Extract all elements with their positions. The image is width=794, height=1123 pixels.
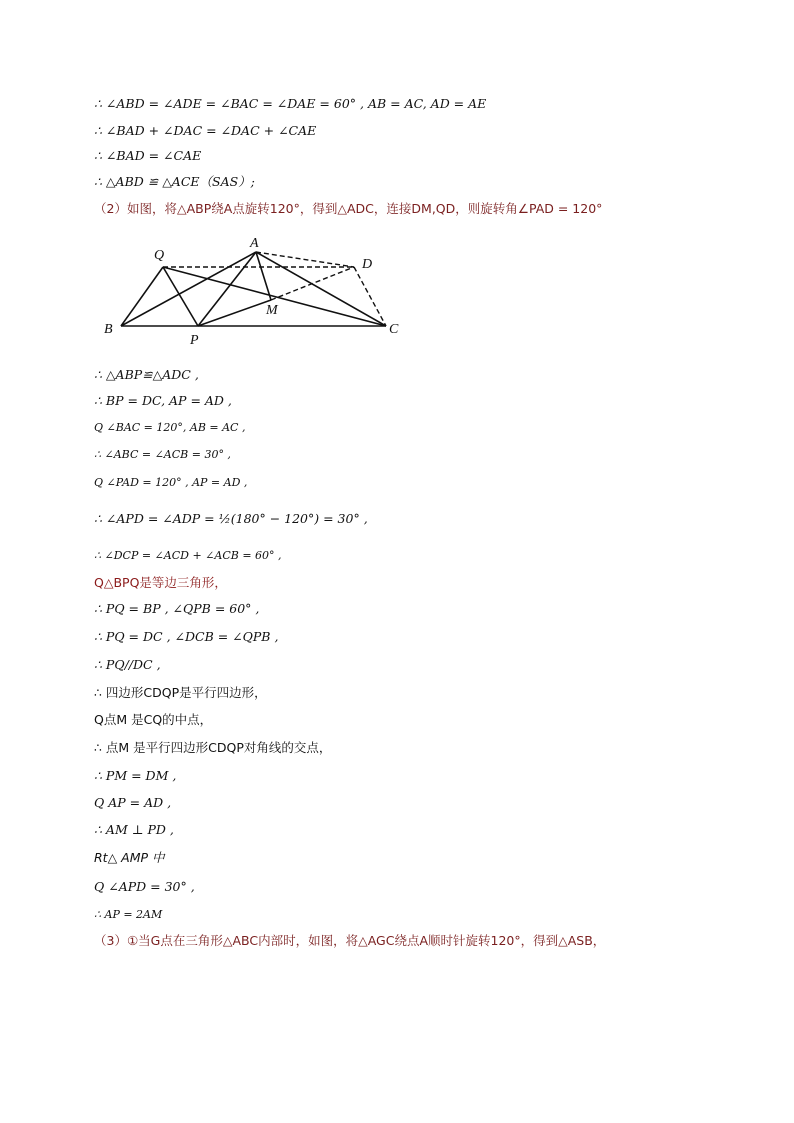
label-M: M bbox=[266, 303, 278, 318]
proof-line-10: ∴ ∠APD = ∠ADP = ½(180° − 120°) = 30° , bbox=[94, 511, 368, 526]
proof-line-8: ∴ ∠ABC = ∠ACB = 30° , bbox=[94, 448, 231, 461]
proof-line-3: ∴ ∠BAD = ∠CAE bbox=[94, 148, 202, 163]
label-B: B bbox=[104, 322, 113, 337]
proof-line-23: Q ∠APD = 30° , bbox=[94, 879, 195, 894]
segment-MD bbox=[271, 267, 354, 300]
proof-line-16: ∴ 四边形CDQP是平行四边形， bbox=[94, 685, 267, 700]
proof-line-7: Q ∠BAC = 120°, AB = AC , bbox=[94, 421, 246, 434]
proof-line-11: ∴ ∠DCP = ∠ACD + ∠ACB = 60° , bbox=[94, 549, 282, 562]
proof-line-21: ∴ AM ⊥ PD , bbox=[94, 822, 174, 837]
label-D: D bbox=[362, 257, 373, 272]
proof-line-19: ∴ PM = DM , bbox=[94, 768, 177, 783]
segment-BQ bbox=[121, 267, 163, 326]
part-2-statement: （2）如图，将△ABP绕A点旋转120°，得到△ADC，连接DM,QD，则旋转角∠PAD = 120° bbox=[94, 201, 603, 216]
label-C: C bbox=[389, 322, 399, 337]
proof-line-5: ∴ △ABP≌△ADC , bbox=[94, 367, 199, 382]
proof-line-24: ∴ AP = 2AM bbox=[94, 908, 163, 921]
proof-line-14: ∴ PQ = DC , ∠DCB = ∠QPB , bbox=[94, 629, 279, 644]
proof-line-18: ∴ 点M 是平行四边形CDQP对角线的交点， bbox=[94, 740, 332, 755]
proof-line-13: ∴ PQ = BP , ∠QPB = 60° , bbox=[94, 601, 260, 616]
segment-QP bbox=[163, 267, 198, 326]
proof-line-20: Q AP = AD , bbox=[94, 795, 172, 810]
proof-line-22: Rt△ AMP 中 bbox=[94, 850, 165, 865]
proof-line-9: Q ∠PAD = 120° , AP = AD , bbox=[94, 476, 248, 489]
part-3-statement: （3）①当G点在三角形△ABC内部时，如图，将△AGC绕点A顺时针旋转120°，得到△ASB， bbox=[94, 933, 606, 948]
proof-line-17: Q点M 是CQ的中点， bbox=[94, 712, 213, 727]
proof-line-6: ∴ BP = DC, AP = AD , bbox=[94, 393, 232, 408]
proof-line-15: ∴ PQ//DC , bbox=[94, 657, 161, 672]
proof-line-12: Q△BPQ是等边三角形， bbox=[94, 575, 227, 590]
proof-line-4: ∴ △ABD ≌ △ACE（SAS）; bbox=[94, 174, 255, 189]
label-Q: Q bbox=[154, 248, 165, 263]
proof-line-1: ∴ ∠ABD = ∠ADE = ∠BAC = ∠DAE = 60° , AB = AC, AD = AE bbox=[94, 96, 487, 111]
label-P: P bbox=[190, 333, 199, 348]
label-A: A bbox=[250, 236, 259, 251]
segment-BA bbox=[121, 252, 256, 326]
geometry-figure bbox=[96, 234, 416, 354]
proof-line-2: ∴ ∠BAD + ∠DAC = ∠DAC + ∠CAE bbox=[94, 123, 317, 138]
